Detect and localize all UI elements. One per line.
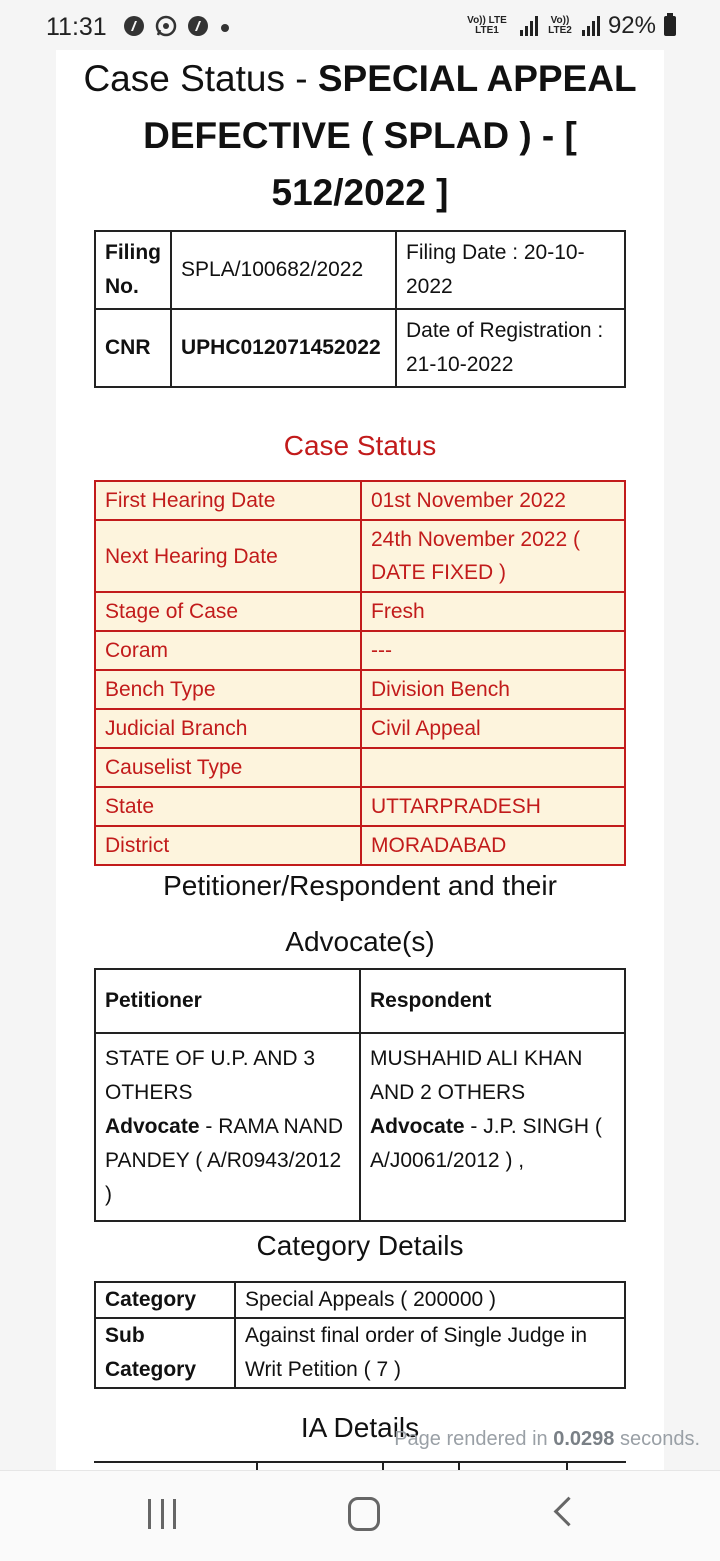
page-content[interactable] bbox=[56, 50, 664, 1470]
petitioner-header: Petitioner bbox=[95, 969, 360, 1033]
cnr-label: CNR bbox=[95, 309, 171, 387]
case-info-table bbox=[94, 230, 626, 388]
registration-date: Date of Registration : 21-10-2022 bbox=[396, 309, 625, 387]
render-time-value: 0.0298 bbox=[553, 1428, 615, 1450]
status-key: Next Hearing Date bbox=[95, 520, 361, 592]
ia-heading: IA Details bbox=[300, 1412, 420, 1443]
status-value: UTTARPRADESH bbox=[361, 787, 625, 826]
category-value: Special Appeals ( 200000 ) bbox=[235, 1282, 625, 1318]
whatsapp-icon bbox=[154, 14, 178, 38]
parties-heading bbox=[56, 858, 664, 970]
sim2-label: Vo)) LTE2 bbox=[548, 15, 572, 36]
dot-icon bbox=[218, 14, 232, 38]
recent-apps-icon[interactable] bbox=[148, 1499, 176, 1529]
status-key: State bbox=[95, 787, 361, 826]
petitioner-advocate-label: Advocate bbox=[105, 1115, 200, 1138]
respondent-cell bbox=[360, 1033, 625, 1221]
table-row bbox=[95, 1282, 625, 1318]
table-row bbox=[95, 1318, 625, 1388]
respondent-name: MUSHAHID ALI KHAN AND 2 OTHERS bbox=[370, 1047, 583, 1104]
status-value: 24th November 2022 ( DATE FIXED ) bbox=[361, 520, 625, 592]
respondent-advocate-label: Advocate bbox=[370, 1115, 465, 1138]
table-row bbox=[95, 592, 625, 631]
battery-percent: 92% bbox=[607, 12, 656, 39]
petitioner-advocate: - RAMA NAND PANDEY ( A/R0943/2012 ) bbox=[105, 1115, 344, 1206]
status-key: Judicial Branch bbox=[95, 709, 361, 748]
table-row bbox=[95, 520, 625, 592]
render-time-prefix: Page rendered in bbox=[394, 1428, 554, 1450]
parties-heading-line2: Advocate(s) bbox=[285, 926, 435, 957]
status-value bbox=[361, 748, 625, 787]
page-title bbox=[56, 50, 664, 221]
category-label: Category bbox=[95, 1282, 235, 1318]
battery-icon bbox=[664, 16, 676, 36]
case-title: SPECIAL APPEAL DEFECTIVE ( SPLAD ) - [ 512/2022 ] bbox=[143, 58, 637, 213]
table-row bbox=[95, 787, 625, 826]
status-key: Bench Type bbox=[95, 670, 361, 709]
table-row bbox=[95, 231, 625, 309]
notification-icons bbox=[122, 14, 232, 38]
table-row bbox=[95, 709, 625, 748]
status-value: Civil Appeal bbox=[361, 709, 625, 748]
case-status-table bbox=[94, 480, 626, 866]
respondent-header: Respondent bbox=[360, 969, 625, 1033]
airtel-icon bbox=[186, 14, 210, 38]
home-icon[interactable] bbox=[348, 1497, 380, 1531]
status-key: District bbox=[95, 826, 361, 865]
filing-date: Filing Date : 20-10-2022 bbox=[396, 231, 625, 309]
table-row bbox=[95, 748, 625, 787]
clock: 11:31 bbox=[46, 13, 107, 41]
case-status-heading: Case Status bbox=[283, 430, 437, 461]
render-time-note bbox=[394, 1428, 700, 1451]
ia-table-top bbox=[94, 1461, 626, 1470]
parties-table bbox=[94, 968, 626, 1222]
petitioner-cell bbox=[95, 1033, 360, 1221]
status-key: First Hearing Date bbox=[95, 481, 361, 520]
back-icon[interactable] bbox=[554, 1497, 584, 1527]
respondent-advocate: - J.P. SINGH ( A/J0061/2012 ) , bbox=[370, 1115, 602, 1172]
petitioner-name: STATE OF U.P. AND 3 OTHERS bbox=[105, 1047, 316, 1104]
navigation-bar bbox=[0, 1470, 720, 1561]
table-row bbox=[95, 1033, 625, 1221]
sub-category-value: Against final order of Single Judge in Writ Petition ( 7 ) bbox=[235, 1318, 625, 1388]
status-value: --- bbox=[361, 631, 625, 670]
signal-icon bbox=[582, 16, 600, 36]
title-prefix: Case Status - bbox=[83, 58, 318, 99]
status-value: 01st November 2022 bbox=[361, 481, 625, 520]
table-row bbox=[95, 309, 625, 387]
category-heading: Category Details bbox=[256, 1230, 464, 1261]
sim1-label: Vo)) LTE LTE1 bbox=[467, 15, 507, 36]
filing-no-value: SPLA/100682/2022 bbox=[171, 231, 396, 309]
status-key: Causelist Type bbox=[95, 748, 361, 787]
sub-category-label: Sub Category bbox=[95, 1318, 235, 1388]
parties-heading-line1: Petitioner/Respondent and their bbox=[163, 870, 557, 901]
render-time-suffix: seconds. bbox=[614, 1428, 700, 1450]
status-value: MORADABAD bbox=[361, 826, 625, 865]
table-row bbox=[95, 631, 625, 670]
status-key: Coram bbox=[95, 631, 361, 670]
category-table bbox=[94, 1281, 626, 1389]
status-bar bbox=[0, 0, 720, 56]
table-row bbox=[95, 670, 625, 709]
filing-no-label: Filing No. bbox=[95, 231, 171, 309]
signal-icon bbox=[520, 16, 538, 36]
status-value: Fresh bbox=[361, 592, 625, 631]
table-row bbox=[95, 481, 625, 520]
table-header-row bbox=[95, 969, 625, 1033]
cnr-value: UPHC012071452022 bbox=[171, 309, 396, 387]
status-key: Stage of Case bbox=[95, 592, 361, 631]
airtel-icon bbox=[122, 14, 146, 38]
status-value: Division Bench bbox=[361, 670, 625, 709]
